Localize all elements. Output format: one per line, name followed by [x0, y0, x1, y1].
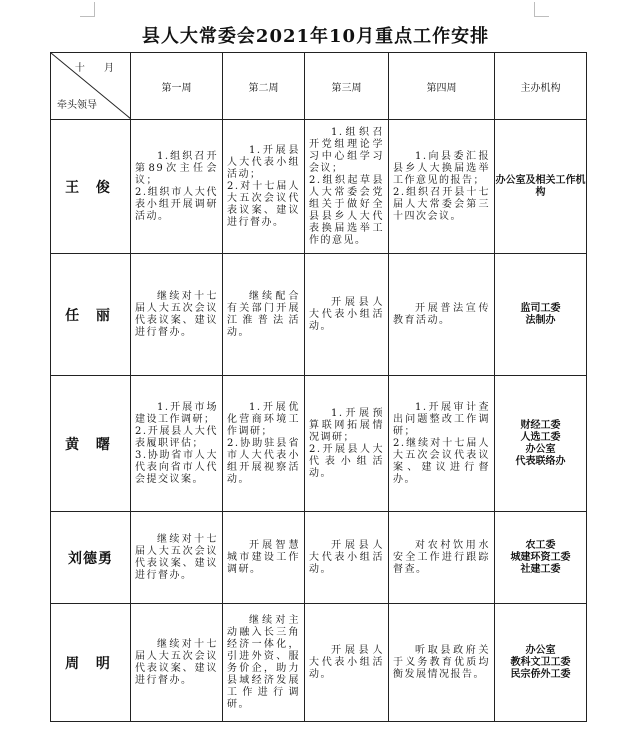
- week3-task: [305, 604, 389, 722]
- host-org: [495, 376, 587, 512]
- task-text: 开展县人大代表小组活动。: [309, 296, 384, 332]
- org-text: 办公室 教科文卫工委 民宗侨外工委: [510, 644, 571, 680]
- task-text: 1.开展审计查出问题整改工作调研； 2.继续对十七届人大五次会议代表议案、建议进行督办。: [393, 401, 490, 485]
- week3-task: [305, 120, 389, 254]
- week2-task: [223, 512, 305, 604]
- week2-task: [223, 376, 305, 512]
- week4-task: [389, 512, 495, 604]
- task-text: 开展县人大代表小组活动。: [309, 539, 384, 575]
- org-text: 监司工委 法制办: [520, 302, 561, 326]
- corner-header: [51, 53, 131, 120]
- week3-task: [305, 376, 389, 512]
- task-text: 开展县人大代表小组活动。: [309, 644, 384, 680]
- header-week2: 第二周: [223, 53, 305, 120]
- task-text: 继续对十七届人大五次会议代表议案、建议进行督办。: [135, 533, 218, 581]
- week4-task: [389, 120, 495, 254]
- task-text: 听取县政府关于义务教育优质均衡发展情况报告。: [393, 644, 490, 680]
- week1-task: [131, 604, 223, 722]
- table-row: [51, 604, 587, 722]
- week1-task: [131, 512, 223, 604]
- week4-task: [389, 604, 495, 722]
- org-text: 农工委 城建环资工委 社建工委: [510, 539, 571, 575]
- table-row: [51, 254, 587, 376]
- task-text: 继续对十七届人大五次会议代表议案、建议进行督办。: [135, 290, 218, 338]
- leader-name: 刘德勇: [51, 512, 131, 604]
- header-week3: 第三周: [305, 53, 389, 120]
- host-org: [495, 604, 587, 722]
- task-text: 开展普法宣传教育活动。: [393, 302, 490, 326]
- week4-task: [389, 376, 495, 512]
- task-text: 1.组织召开第89次主任会议； 2.组织市人大代表小组开展调研活动。: [135, 150, 218, 222]
- week2-task: [223, 254, 305, 376]
- crop-mark-left: [80, 2, 95, 17]
- task-text: 1.开展优化营商环境工作调研； 2.协助驻县省市人大代表小组开展视察活动。: [227, 401, 300, 485]
- crop-mark-right: [534, 2, 549, 17]
- month-label: 十 月: [74, 63, 122, 74]
- leader-header-label: 牵头领导: [57, 100, 97, 111]
- leader-name: 周 明: [51, 604, 131, 722]
- leader-name: 黄 曙: [51, 376, 131, 512]
- task-text: 1.开展市场建设工作调研； 2.开展县人大代表履职评估； 3.协助省市人大代表向省市人代会提交议案。: [135, 401, 218, 485]
- org-text: 财经工委 人选工委 办公室 代表联络办: [515, 419, 566, 467]
- leader-name: 任 丽: [51, 254, 131, 376]
- table-row: [51, 120, 587, 254]
- task-text: 继续对主动融入长三角经济一体化，引进外资、服务价企，助力县域经济发展工作进行调研。: [227, 614, 300, 710]
- week4-task: [389, 254, 495, 376]
- task-text: 1.开展县人大代表小组活动； 2.对十七届人大五次会议代表议案、建议进行督办。: [227, 144, 300, 228]
- week3-task: [305, 254, 389, 376]
- header-org: 主办机构: [495, 53, 587, 120]
- header-row: [51, 53, 587, 120]
- task-text: 开展智慧城市建设工作调研。: [227, 539, 300, 575]
- week3-task: [305, 512, 389, 604]
- host-org: [495, 512, 587, 604]
- task-text: 继续配合有关部门开展江淮普法活动。: [227, 290, 300, 338]
- task-text: 继续对十七届人大五次会议代表议案、建议进行督办。: [135, 638, 218, 686]
- week1-task: [131, 376, 223, 512]
- task-text: 对农村饮用水安全工作进行跟踪督查。: [393, 539, 490, 575]
- week1-task: [131, 254, 223, 376]
- table-row: [51, 376, 587, 512]
- host-org: [495, 120, 587, 254]
- leader-name: 王 俊: [51, 120, 131, 254]
- document-title: 县人大常委会2021年10月重点工作安排: [141, 26, 490, 47]
- task-text: 1.组织召开党组理论学习中心组学习会议； 2.组织起草县人大常委会党组关于做好全县县乡人大代表换届选举工作的意见。: [309, 126, 384, 246]
- host-org: [495, 254, 587, 376]
- task-text: 1.开展预算联网拓展情况调研； 2.开展县人大代表小组活动。: [309, 407, 384, 479]
- table-row: [51, 512, 587, 604]
- task-text: 1.向县委汇报县乡人大换届选举工作意见的报告； 2.组织召开县十七届人大常委会第三十四次会议。: [393, 150, 490, 222]
- week2-task: [223, 120, 305, 254]
- header-week1: 第一周: [131, 53, 223, 120]
- org-text: 办公室及相关工作机构: [495, 174, 586, 198]
- header-week4: 第四周: [389, 53, 495, 120]
- schedule-table: [50, 52, 587, 722]
- week1-task: [131, 120, 223, 254]
- week2-task: [223, 604, 305, 722]
